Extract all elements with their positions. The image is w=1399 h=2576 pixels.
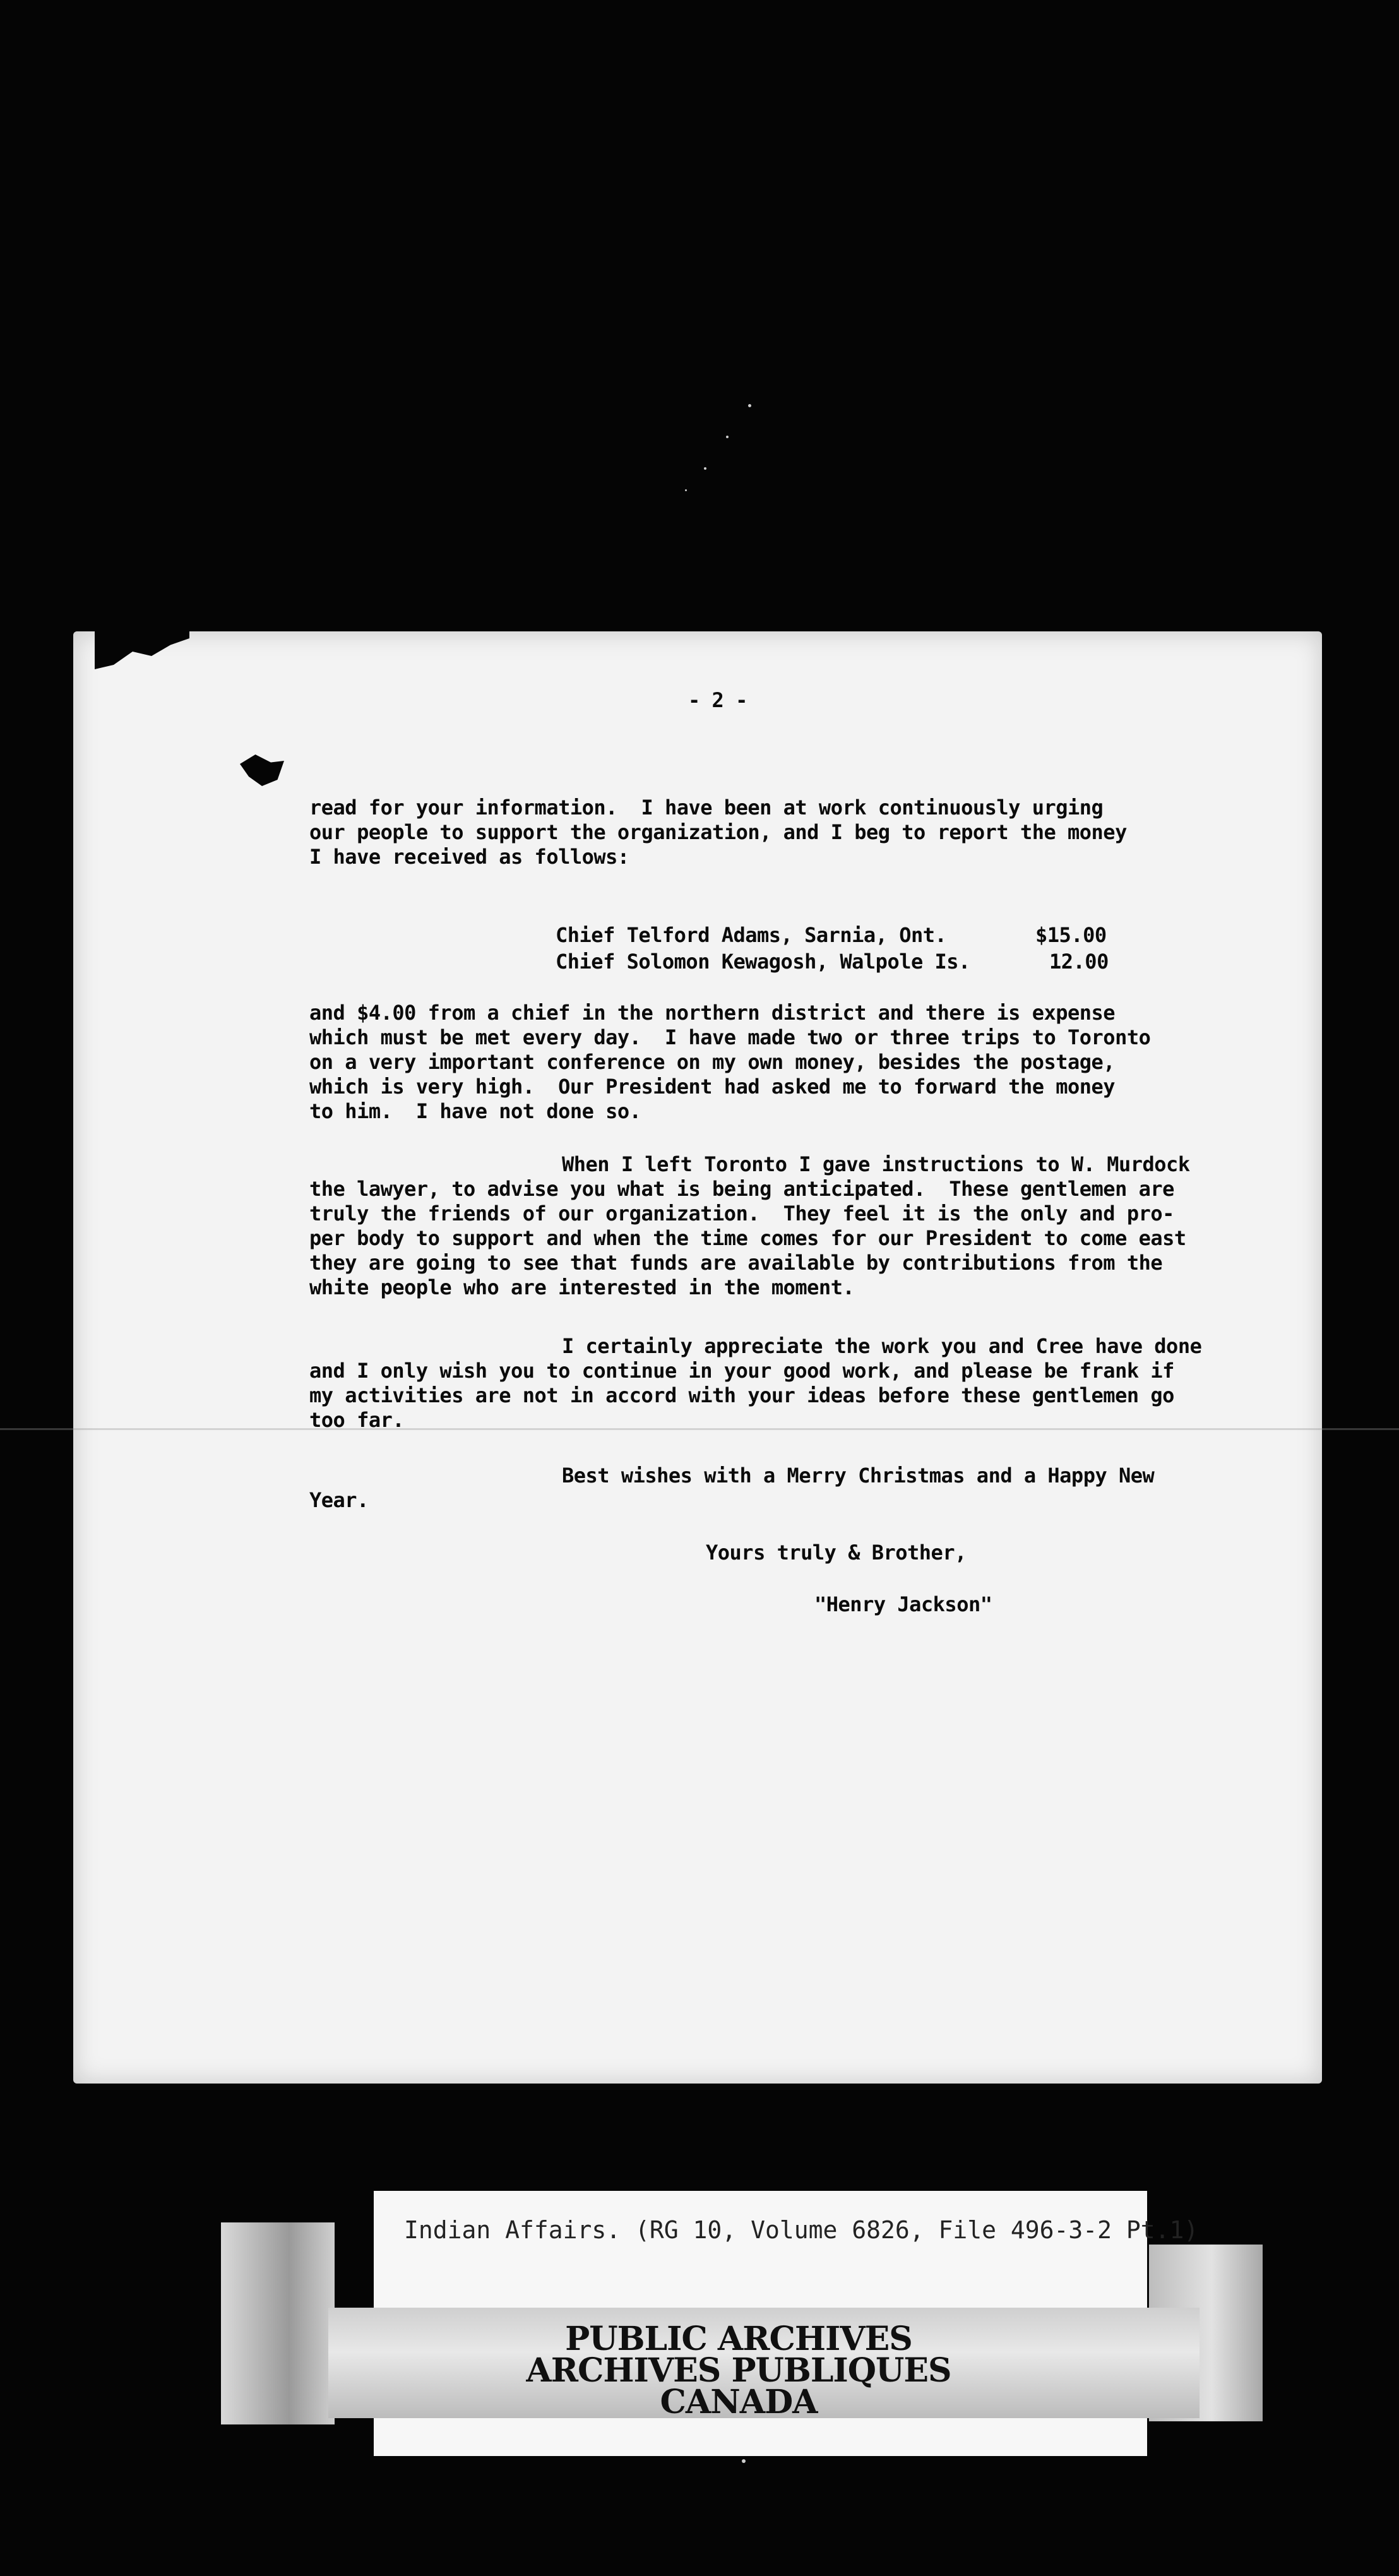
fold-line xyxy=(0,1428,1399,1430)
closing-salutation: Yours truly & Brother, xyxy=(706,1541,967,1565)
archive-reference: Indian Affairs. (RG 10, Volume 6826, File 496-3-2 Pt.1) xyxy=(404,2216,1199,2244)
paragraph-line: on a very important conference on my own money, besides the postage, xyxy=(309,1050,1116,1074)
paragraph-line: to him. I have not done so. xyxy=(309,1099,641,1123)
film-speck xyxy=(685,489,687,491)
paragraph-line: I have received as follows: xyxy=(309,845,629,869)
contribution-amount: $15.00 xyxy=(1035,923,1107,947)
paragraph-line: When I left Toronto I gave instructions to W. Murdock xyxy=(562,1152,1190,1176)
film-speck xyxy=(742,2459,746,2463)
paragraph-line: they are going to see that funds are available by contributions from the xyxy=(309,1251,1163,1275)
archives-stamp xyxy=(480,2320,997,2421)
paragraph-line: white people who are interested in the moment. xyxy=(309,1275,855,1299)
paragraph-line: read for your information. I have been at work continuously urging xyxy=(309,796,1104,820)
paragraph-line: which is very high. Our President had asked me to forward the money xyxy=(309,1075,1116,1099)
signature: "Henry Jackson" xyxy=(814,1592,992,1616)
paragraph-line: too far. xyxy=(309,1408,405,1432)
paragraph-line: my activities are not in accord with your ideas before these gentlemen go xyxy=(309,1383,1174,1407)
paragraph-line: I certainly appreciate the work you and Cree have done xyxy=(562,1334,1202,1358)
paragraph-line: truly the friends of our organization. They feel it is the only and pro- xyxy=(309,1202,1174,1225)
stamp-line: PUBLIC ARCHIVES xyxy=(565,2320,912,2358)
paragraph-line: which must be met every day. I have made two or three trips to Toronto xyxy=(309,1025,1151,1049)
page-number: - 2 - xyxy=(688,688,747,712)
contribution-name: Chief Telford Adams, Sarnia, Ont. xyxy=(556,923,947,947)
stamp-line: ARCHIVES PUBLIQUES xyxy=(526,2351,951,2390)
tape-left xyxy=(221,2222,335,2424)
film-speck xyxy=(748,404,751,407)
contribution-amount: 12.00 xyxy=(1049,950,1109,974)
film-speck xyxy=(704,467,706,470)
film-speck xyxy=(726,436,729,438)
paragraph-line: our people to support the organization, and I beg to report the money xyxy=(309,820,1127,844)
contribution-name: Chief Solomon Kewagosh, Walpole Is. xyxy=(556,950,970,974)
wishes-line: Year. xyxy=(309,1488,369,1512)
paragraph-line: and I only wish you to continue in your good work, and please be frank if xyxy=(309,1359,1174,1383)
paragraph-line: and $4.00 from a chief in the northern district and there is expense xyxy=(309,1001,1116,1025)
paragraph-line: per body to support and when the time comes for our President to come east xyxy=(309,1226,1186,1250)
paragraph-line: the lawyer, to advise you what is being anticipated. These gentlemen are xyxy=(309,1177,1174,1201)
wishes-line: Best wishes with a Merry Christmas and a Happy New xyxy=(562,1464,1155,1488)
stamp-line: CANADA xyxy=(660,2383,818,2421)
